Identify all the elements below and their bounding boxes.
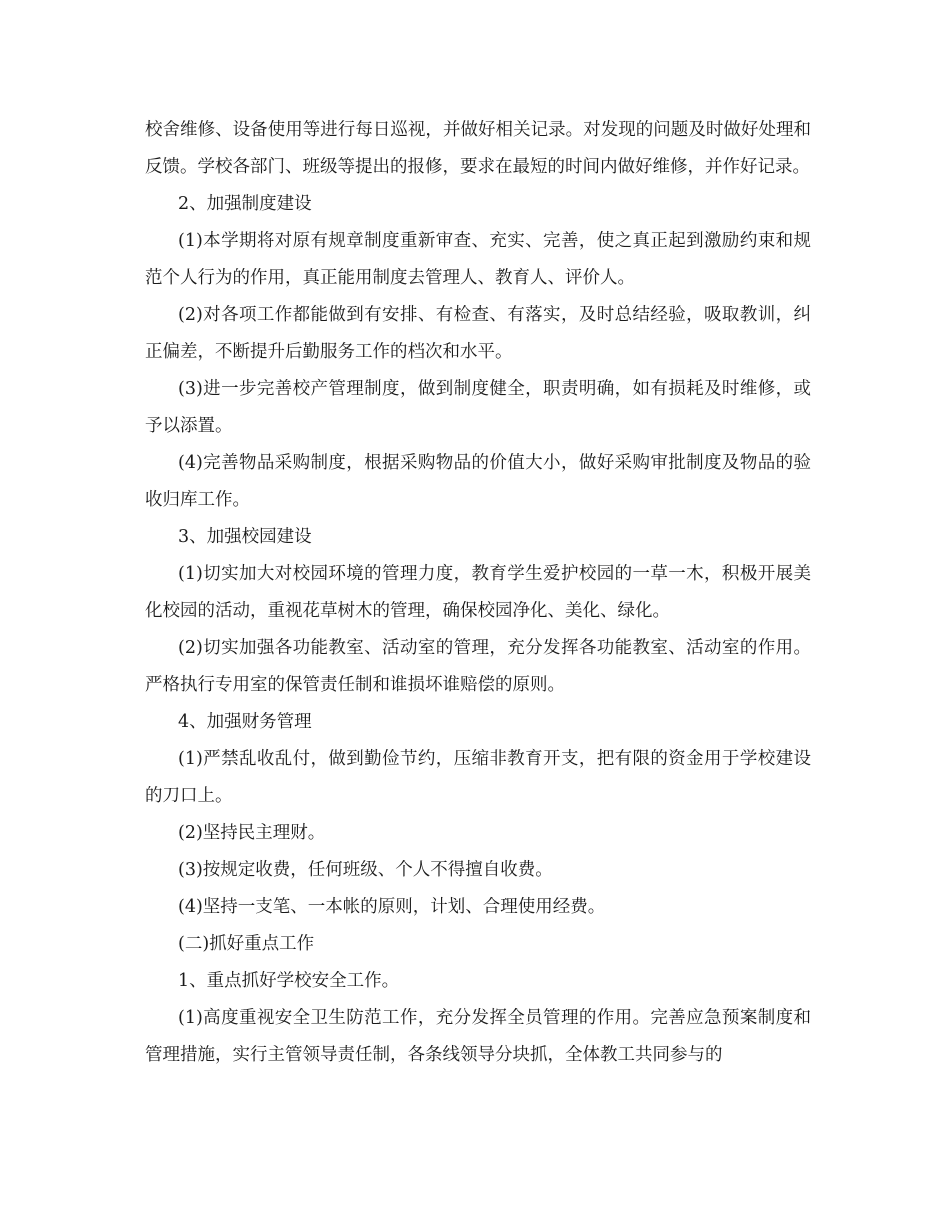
subsection-heading-safety: 1、重点抓好学校安全工作。 [178, 971, 400, 991]
paragraph-finance-item-4: (4)坚持一支笔、一本帐的原则，计划、合理使用经费。 [178, 897, 606, 917]
section-heading-finance: 4、加强财务管理 [178, 712, 312, 732]
paragraph-system-item-2: (2)对各项工作都能做到有安排、有检查、有落实，及时总结经验，吸取教训，纠正偏差，不断提升后勤服务工作的档次和水平。 [145, 305, 811, 362]
section-heading-key-work: (二)抓好重点工作 [178, 934, 315, 954]
section-heading-campus-building: 3、加强校园建设 [178, 527, 312, 547]
section-heading-system-building: 2、加强制度建设 [178, 194, 312, 214]
paragraph-finance-item-1: (1)严禁乱收乱付，做到勤俭节约，压缩非教育开支，把有限的资金用于学校建设的刀口上。 [145, 749, 811, 806]
document-body [145, 112, 811, 1074]
paragraph-campus-item-1: (1)切实加大对校园环境的管理力度，教育学生爱护校园的一草一木，积极开展美化校园的活动，重视花草树木的管理，确保校园净化、美化、绿化。 [145, 564, 811, 621]
paragraph-campus-item-2: (2)切实加强各功能教室、活动室的管理，充分发挥各功能教室、活动室的作用。严格执行专用室的保管责任制和谁损坏谁赔偿的原则。 [145, 638, 811, 695]
paragraph-safety-item-1: (1)高度重视安全卫生防范工作，充分发挥全员管理的作用。完善应急预案制度和管理措施，实行主管领导责任制，各条线领导分块抓，全体教工共同参与的 [145, 1008, 811, 1065]
paragraph-system-item-3: (3)进一步完善校产管理制度，做到制度健全，职责明确，如有损耗及时维修，或予以添置。 [145, 379, 811, 436]
paragraph-finance-item-2: (2)坚持民主理财。 [178, 823, 326, 843]
paragraph-continuation: 校舍维修、设备使用等进行每日巡视，并做好相关记录。对发现的问题及时做好处理和反馈。学校各部门、班级等提出的报修，要求在最短的时间内做好维修，并作好记录。 [145, 120, 811, 177]
paragraph-system-item-4: (4)完善物品采购制度，根据采购物品的价值大小，做好采购审批制度及物品的验收归库工作。 [145, 453, 811, 510]
paragraph-finance-item-3: (3)按规定收费，任何班级、个人不得擅自收费。 [178, 860, 553, 880]
paragraph-system-item-1: (1)本学期将对原有规章制度重新审查、充实、完善，使之真正起到激励约束和规范个人行为的作用，真正能用制度去管理人、教育人、评价人。 [145, 231, 811, 288]
